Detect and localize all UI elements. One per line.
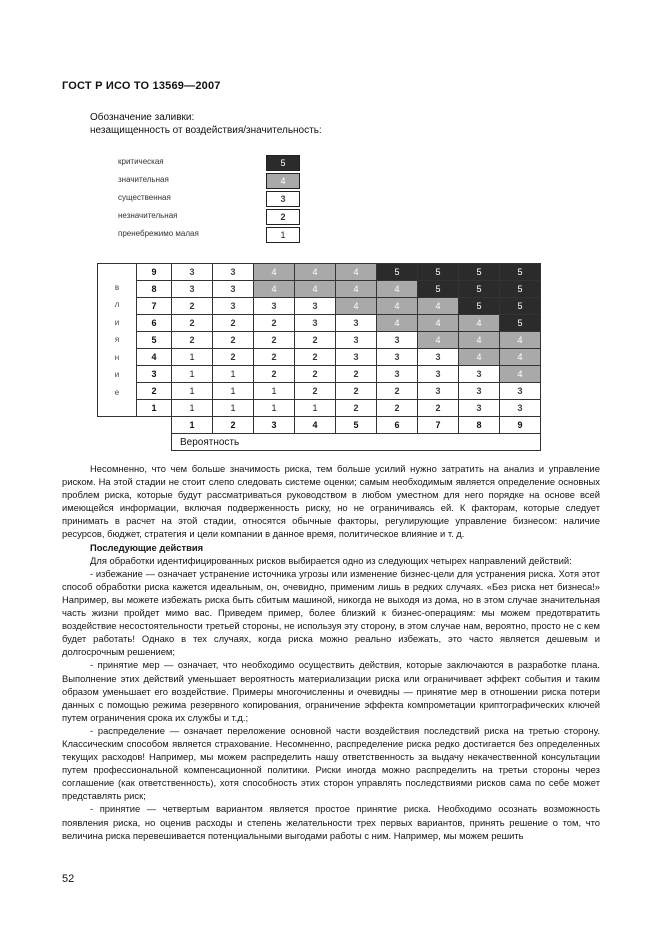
row-label: 8 xyxy=(137,281,172,298)
column-number-row xyxy=(98,417,541,434)
paragraph: - распределение — означает переложение основной части воздействия последствий риска на третью сторону. Классическим способом является страхование. Несомненно, распределение риска редко достигается без определенных текущих расходов! Например, мы можем распределить нашу ответственность за выдачу некачественной консультации путем профессиональной компенсационной политики. Риски иногда можно распределить на третьи стороны через соглашение (как ответственность), хотя способность этих сторон управлять последствиями рисков сама по себе может представлять риск; xyxy=(62,724,600,802)
matrix-cell: 3 xyxy=(213,298,254,315)
legend-row xyxy=(118,226,318,244)
matrix-cell: 4 xyxy=(377,298,418,315)
matrix-cell: 3 xyxy=(336,332,377,349)
matrix-cell: 3 xyxy=(459,400,500,417)
matrix-cell: 3 xyxy=(295,315,336,332)
matrix-cell: 1 xyxy=(254,400,295,417)
matrix-cell: 4 xyxy=(500,366,541,383)
matrix-cell: 4 xyxy=(459,315,500,332)
matrix-cell: 2 xyxy=(254,349,295,366)
paragraph: - принятие — четвертым вариантом является простое принятие риска. Необходимо осознать возможность появления риска, но оценив расходы и степень желательности трех первых вариантов, принять решение о том, что величина риска перевешивается потенциальными выгодами работы с ним. Например, мы можем решить xyxy=(62,803,600,841)
matrix-cell: 2 xyxy=(213,332,254,349)
matrix-cell: 1 xyxy=(295,400,336,417)
matrix-cell: 4 xyxy=(500,349,541,366)
document-header: ГОСТ Р ИСО ТО 13569—2007 xyxy=(62,80,221,92)
section-subheading: Последующие действия xyxy=(90,541,204,553)
legend-swatch: 2 xyxy=(266,209,300,225)
matrix-cell: 5 xyxy=(500,315,541,332)
matrix-cell: 2 xyxy=(377,400,418,417)
matrix-cell: 1 xyxy=(254,383,295,400)
matrix-cell: 1 xyxy=(213,383,254,400)
matrix-cell: 4 xyxy=(254,264,295,281)
matrix-cell: 3 xyxy=(254,298,295,315)
column-number: 4 xyxy=(295,417,336,434)
matrix-cell: 2 xyxy=(377,383,418,400)
matrix-cell: 5 xyxy=(459,281,500,298)
legend-swatch: 1 xyxy=(266,227,300,243)
matrix-cell: 4 xyxy=(377,315,418,332)
matrix-cell: 5 xyxy=(459,298,500,315)
matrix-cell: 2 xyxy=(336,383,377,400)
legend-swatch: 4 xyxy=(266,173,300,189)
matrix-cell: 2 xyxy=(254,366,295,383)
matrix-row xyxy=(98,264,541,281)
legend-row xyxy=(118,154,318,172)
matrix-cell: 3 xyxy=(500,400,541,417)
matrix-cell: 2 xyxy=(172,332,213,349)
row-label: 9 xyxy=(137,264,172,281)
y-axis-label xyxy=(98,264,137,417)
matrix-cell: 4 xyxy=(459,332,500,349)
matrix-cell: 4 xyxy=(500,332,541,349)
matrix-row xyxy=(98,383,541,400)
x-axis-label: Вероятность xyxy=(172,434,541,451)
column-number: 5 xyxy=(336,417,377,434)
row-label: 4 xyxy=(137,349,172,366)
matrix-cell: 3 xyxy=(377,349,418,366)
matrix-row xyxy=(98,349,541,366)
row-label: 1 xyxy=(137,400,172,417)
matrix-cell: 3 xyxy=(295,298,336,315)
column-number: 1 xyxy=(172,417,213,434)
matrix-cell: 3 xyxy=(459,383,500,400)
y-axis-letter: н xyxy=(114,352,120,362)
matrix-cell: 4 xyxy=(459,349,500,366)
matrix-cell: 2 xyxy=(172,315,213,332)
matrix-corner xyxy=(98,434,172,451)
row-label: 3 xyxy=(137,366,172,383)
paragraph: Несомненно, что чем больше значимость риска, тем больше усилий нужно затратить на анализ и управление риском. На этой стадии не стоит слепо следовать системе оценки; самым необходимым является определение основных проблем риска, которые будут рассматриваться руководством в любом уместном для него порядке на основе всей имеющейся информации, включая подверженность риску, но не ограничиваясь ей. К факторам, которые следует принимать в расчет на этой стадии, относятся обычные факторы, регулирующие управление бизнесом: наличие ресурсов, бюджет, стратегия и цели компании в данное время, политическое влияние и т. д. xyxy=(62,463,600,540)
matrix-cell: 3 xyxy=(172,264,213,281)
y-axis-letter: я xyxy=(114,335,120,345)
matrix-cell: 1 xyxy=(172,400,213,417)
matrix-cell: 5 xyxy=(500,281,541,298)
matrix-cell: 1 xyxy=(172,383,213,400)
matrix-cell: 3 xyxy=(418,349,459,366)
matrix-cell: 4 xyxy=(336,298,377,315)
legend-row xyxy=(118,172,318,190)
y-axis-letter: и xyxy=(114,370,120,380)
matrix-cell: 3 xyxy=(418,366,459,383)
page-number: 52 xyxy=(62,873,75,885)
legend-label: незначительная xyxy=(118,211,178,220)
legend-row xyxy=(118,190,318,208)
x-axis-row xyxy=(98,434,541,451)
matrix-cell: 3 xyxy=(418,383,459,400)
legend-label: существенная xyxy=(118,193,171,202)
matrix-row xyxy=(98,315,541,332)
legend-label: значительная xyxy=(118,175,169,184)
matrix-cell: 1 xyxy=(172,366,213,383)
matrix-cell: 2 xyxy=(254,332,295,349)
column-number: 3 xyxy=(254,417,295,434)
y-axis-letter: и xyxy=(114,317,120,327)
legend-row xyxy=(118,208,318,226)
legend-label: пренебрежимо малая xyxy=(118,229,199,238)
matrix-cell: 5 xyxy=(500,264,541,281)
matrix-cell: 2 xyxy=(295,332,336,349)
fill-legend-subtitle: незащищенность от воздействия/значительность: xyxy=(90,125,322,136)
y-axis-letter: е xyxy=(114,387,120,397)
y-axis-letter: в xyxy=(114,282,120,292)
matrix-corner xyxy=(98,417,172,434)
matrix-cell: 2 xyxy=(295,349,336,366)
matrix-cell: 4 xyxy=(418,298,459,315)
matrix-cell: 2 xyxy=(213,349,254,366)
severity-legend xyxy=(118,154,318,244)
matrix-cell: 3 xyxy=(213,281,254,298)
matrix-cell: 2 xyxy=(172,298,213,315)
matrix-row xyxy=(98,332,541,349)
matrix-cell: 5 xyxy=(377,264,418,281)
row-label: 7 xyxy=(137,298,172,315)
body-text xyxy=(62,462,600,842)
matrix-row xyxy=(98,281,541,298)
column-number: 9 xyxy=(500,417,541,434)
matrix-cell: 3 xyxy=(213,264,254,281)
matrix-cell: 3 xyxy=(336,349,377,366)
matrix-cell: 4 xyxy=(418,315,459,332)
matrix-cell: 3 xyxy=(377,366,418,383)
matrix-cell: 1 xyxy=(213,400,254,417)
legend-label: критическая xyxy=(118,157,164,166)
risk-matrix xyxy=(97,263,541,451)
matrix-cell: 2 xyxy=(418,400,459,417)
matrix-row xyxy=(98,366,541,383)
paragraph: Для обработки идентифицированных рисков выбирается одно из следующих четырех направлений действий: xyxy=(90,554,572,566)
column-number: 2 xyxy=(213,417,254,434)
matrix-cell: 2 xyxy=(254,315,295,332)
matrix-cell: 2 xyxy=(336,400,377,417)
row-label: 5 xyxy=(137,332,172,349)
matrix-cell: 3 xyxy=(336,315,377,332)
matrix-row xyxy=(98,400,541,417)
matrix-cell: 5 xyxy=(500,298,541,315)
matrix-cell: 4 xyxy=(295,281,336,298)
column-number: 7 xyxy=(418,417,459,434)
paragraph: - принятие мер — означает, что необходимо осуществить действия, которые заключаются в разработке плана. Выполнение этих действий уменьшает вероятность материализации риска или ограничивает эффект события и таким образом уменьшает его воздействие. Примеры многочисленны и очевидны — принятие мер в отношении риска потери данных с помощью режима резервного копирования, ограничение эффекта компрометации криптографических ключей путем ограничения срока их службы и т.д.; xyxy=(62,659,600,723)
matrix-cell: 5 xyxy=(418,281,459,298)
y-axis-letter: л xyxy=(114,300,120,310)
row-label: 6 xyxy=(137,315,172,332)
legend-swatch: 3 xyxy=(266,191,300,207)
matrix-cell: 1 xyxy=(172,349,213,366)
matrix-cell: 5 xyxy=(418,264,459,281)
matrix-cell: 1 xyxy=(213,366,254,383)
matrix-row xyxy=(98,298,541,315)
matrix-cell: 2 xyxy=(295,383,336,400)
matrix-cell: 2 xyxy=(213,315,254,332)
matrix-cell: 3 xyxy=(172,281,213,298)
matrix-cell: 4 xyxy=(418,332,459,349)
column-number: 8 xyxy=(459,417,500,434)
matrix-cell: 3 xyxy=(377,332,418,349)
matrix-cell: 4 xyxy=(254,281,295,298)
matrix-cell: 2 xyxy=(295,366,336,383)
matrix-cell: 3 xyxy=(500,383,541,400)
paragraph: - избежание — означает устранение источника угрозы или изменение бизнес-цели для устранения риска. Хотя этот способ обработки риска кажется идеальным, он, очевидно, применим лишь в редких случаях. «Без риска нет бизнеса!» Например, вы можете избежать риска быть сбитым машиной, никогда не выходя из дома, но в этом случае значительная часть жизни пройдет мимо вас. Приведем пример, более близкий к бизнес-операциям: мы можем предотвратить воздействие несостоятельности третьей стороны, не используя эту сторону, в этом случае нам, вероятно, просто не с кем будет работать! Однако в тех случаях, когда риска можно реально избежать, это часто является дешевым и долгосрочным решением; xyxy=(62,567,600,658)
matrix-cell: 4 xyxy=(377,281,418,298)
fill-legend-title: Обозначение заливки: xyxy=(90,112,195,123)
row-label: 2 xyxy=(137,383,172,400)
matrix-cell: 4 xyxy=(336,281,377,298)
matrix-cell: 4 xyxy=(295,264,336,281)
matrix-cell: 5 xyxy=(459,264,500,281)
legend-swatch: 5 xyxy=(266,155,300,171)
matrix-cell: 3 xyxy=(459,366,500,383)
matrix-cell: 4 xyxy=(336,264,377,281)
matrix-cell: 2 xyxy=(336,366,377,383)
column-number: 6 xyxy=(377,417,418,434)
